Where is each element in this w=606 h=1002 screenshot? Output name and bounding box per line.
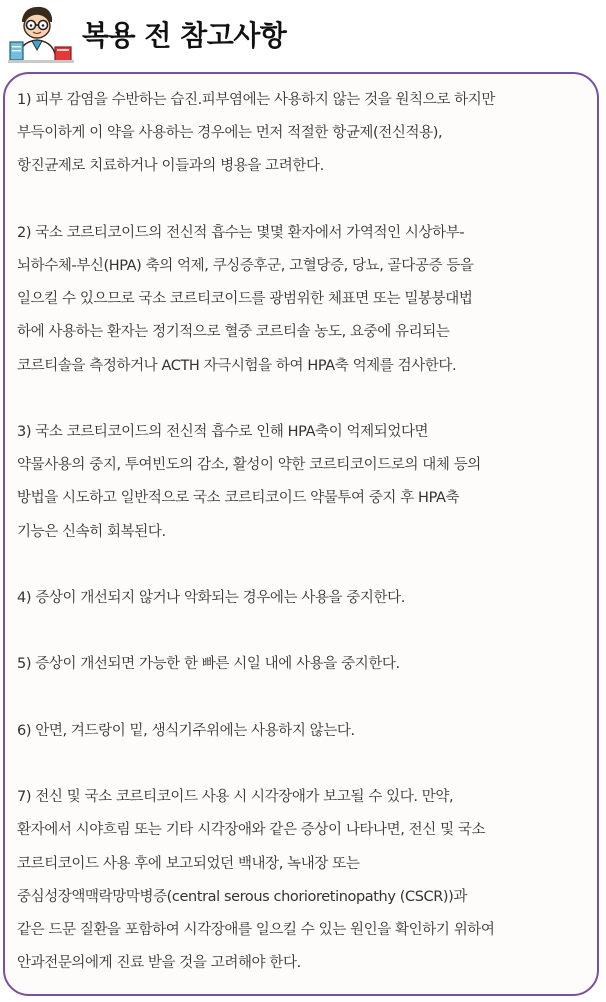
notice-line: 코르티솔을 측정하거나 ACTH 자극시험을 하여 HPA축 억제를 검사한다. xyxy=(17,357,457,374)
notice-line: 안과전문의에게 진료 받을 것을 고려해야 한다. xyxy=(17,955,301,972)
doctor-mascot-icon xyxy=(6,4,76,64)
notice-line: 약물사용의 중지, 투여빈도의 감소, 활성이 약한 코르티코이드로의 대체 등의 xyxy=(17,457,481,474)
notice-line: 1) 피부 감염을 수반하는 습진.피부염에는 사용하지 않는 것을 원칙으로 하지만 xyxy=(17,92,495,108)
notice-paragraph xyxy=(17,781,589,980)
notice-line: 3) 국소 코르티코이드의 전신적 흡수로 인해 HPA축이 억제되었다면 xyxy=(17,424,429,440)
notice-line: 같은 드문 질환을 포함하여 시각장애를 일으킬 수 있는 원인을 확인하기 위하여 xyxy=(17,921,495,938)
notice-paragraph xyxy=(17,84,589,184)
notice-paragraph xyxy=(17,217,589,383)
notice-line: 항진균제로 치료하거나 이들과의 병용을 고려한다. xyxy=(17,158,324,175)
notice-paragraph xyxy=(17,648,589,681)
notice-line: 중심성장액맥락망막병증(central serous chorioretinopathy (CSCR))과 xyxy=(17,888,468,905)
page-title: 복용 전 참고사항 xyxy=(82,19,287,52)
header xyxy=(0,0,606,66)
paragraph-gap xyxy=(17,383,589,416)
notice-paragraph xyxy=(17,582,589,615)
notice-line: 일으킬 수 있으므로 국소 코르티코이드를 광범위한 체표면 또는 밀봉붕대법 xyxy=(17,291,473,308)
notice-content xyxy=(17,84,589,980)
notice-line: 2) 국소 코르티코이드의 전신적 흡수는 몇몇 환자에서 가역적인 시상하부- xyxy=(17,224,465,241)
notice-line: 방법을 시도하고 일반적으로 국소 코르티코이드 약물투여 중지 후 HPA축 xyxy=(17,490,460,507)
notice-line: 5) 증상이 개선되면 가능한 한 빠른 시일 내에 사용을 중지한다. xyxy=(17,656,400,673)
paragraph-gap xyxy=(17,549,589,582)
paragraph-gap xyxy=(17,615,589,648)
paragraph-gap xyxy=(17,184,589,217)
notice-line: 코르티코이드 사용 후에 보고되었던 백내장, 녹내장 또는 xyxy=(17,855,360,872)
notice-paragraph xyxy=(17,416,589,549)
notice-line: 뇌하수체-부신(HPA) 축의 억제, 쿠싱증후군, 고혈당증, 당뇨, 골다공증 등을 xyxy=(17,258,474,274)
notice-paragraph xyxy=(17,715,589,748)
notice-line: 4) 증상이 개선되지 않거나 악화되는 경우에는 사용을 중지한다. xyxy=(17,590,405,606)
notice-line: 부득이하게 이 약을 사용하는 경우에는 먼저 적절한 항균제(전신적용), xyxy=(17,125,443,142)
notice-line: 7) 전신 및 국소 코르티코이드 사용 시 시각장애가 보고될 수 있다. 만약, xyxy=(17,789,454,806)
notice-line: 환자에서 시야흐림 또는 기타 시각장애와 같은 증상이 나타나면, 전신 및 국소 xyxy=(17,822,486,839)
notice-line: 하에 사용하는 환자는 정기적으로 혈중 코르티솔 농도, 요중에 유리되는 xyxy=(17,324,450,341)
paragraph-gap xyxy=(17,748,589,781)
notice-line: 기능은 신속히 회복된다. xyxy=(17,523,166,540)
notice-line: 6) 안면, 겨드랑이 밑, 생식기주위에는 사용하지 않는다. xyxy=(17,722,355,739)
paragraph-gap xyxy=(17,682,589,715)
